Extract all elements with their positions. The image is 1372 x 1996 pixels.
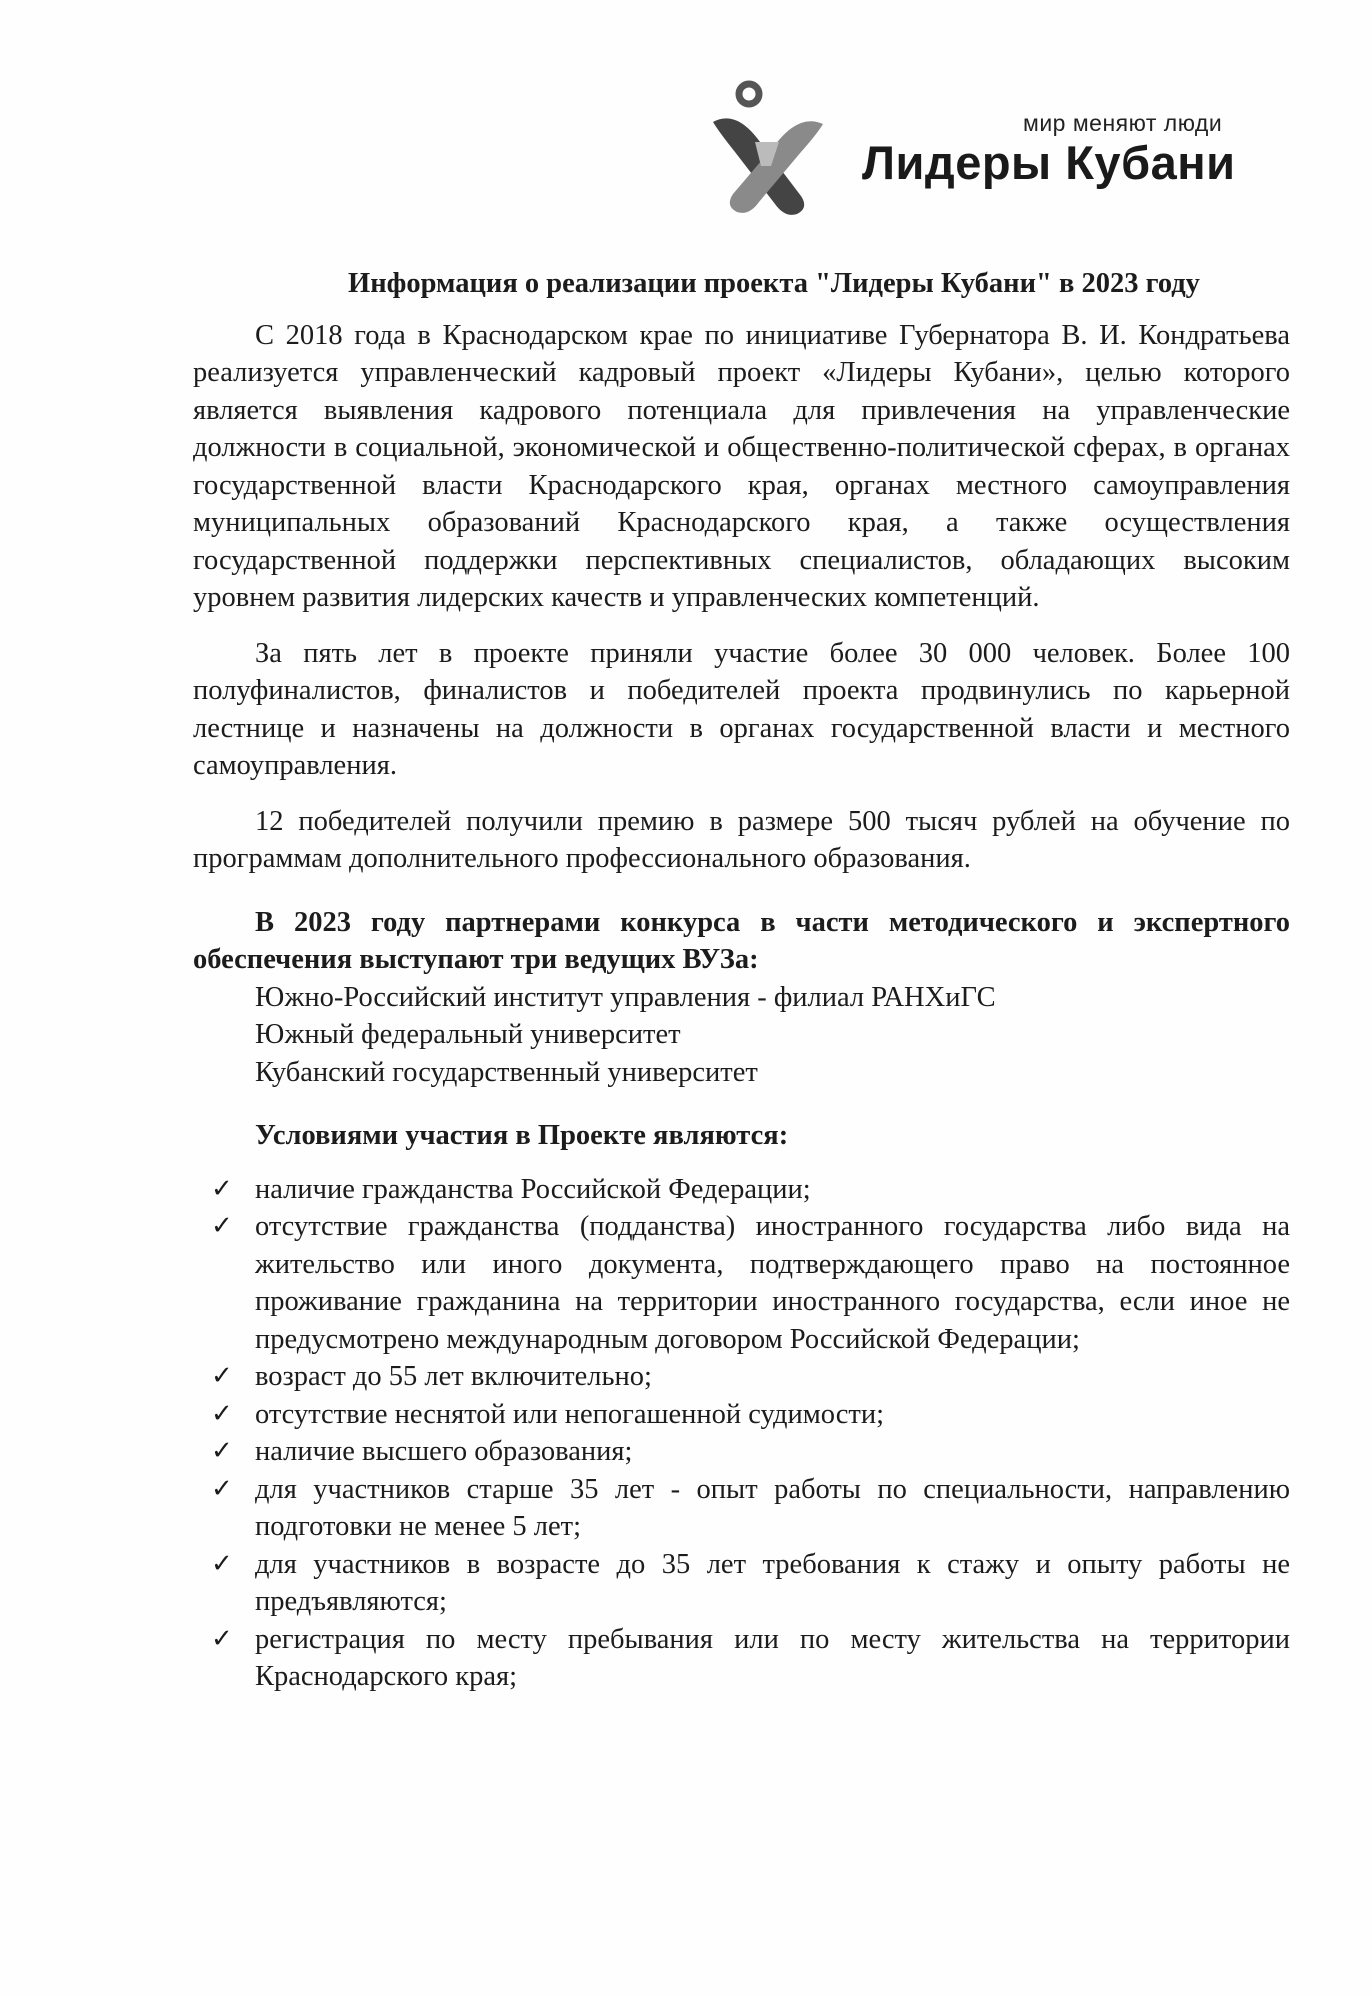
checkmark-icon: ✓ [211,1398,233,1429]
condition-item [193,1396,1290,1434]
checkmark-icon: ✓ [211,1173,233,1204]
condition-text: для участников старше 35 лет - опыт работы по специальности, направлению подготовки не менее 5 лет; [255,1473,1290,1542]
condition-item [193,1358,1290,1396]
partner-item: Южно-Российский институт управления - филиал РАНХиГС [255,981,996,1013]
condition-text: для участников в возрасте до 35 лет требования к стажу и опыту работы не предъявляются; [255,1548,1290,1617]
checkmark-icon: ✓ [211,1623,233,1654]
paragraph-intro: С 2018 года в Краснодарском крае по инициативе Губернатора В. И. Кондратьева реализуется управленческий кадровый проект «Лидеры Кубани», целью которого является выявления кадрового потенциала для привлечения на управленческие должности в социальной, экономической и общественно-политической сферах, в органах государственной власти Краснодарского края, органах местного самоуправления муниципальных образований Краснодарского края, а также осуществления государственной поддержки перспективных специалистов, обладающих высоким уровнем развития лидерских качеств и управленческих компетенций. [193,319,1290,613]
document-body [193,265,1290,1696]
partners-intro: В 2023 году партнерами конкурса в части методического и экспертного обеспечения выступают три ведущих ВУЗа: [193,906,1290,975]
condition-item [193,1546,1290,1621]
condition-item [193,1433,1290,1471]
condition-item [193,1208,1290,1358]
checkmark-icon: ✓ [211,1361,233,1391]
leaders-logo-icon [705,80,830,220]
checkmark-icon: ✓ [211,1436,233,1466]
condition-text: регистрация по месту пребывания или по месту жительства на территории Краснодарского края; [255,1623,1290,1692]
conditions-list [193,1171,1290,1696]
condition-text: наличие гражданства Российской Федерации; [255,1173,811,1205]
condition-text: отсутствие гражданства (подданства) иностранного государства либо вида на жительство или иного документа, подтверждающего право на постоянное проживание гражданина на территории иностранного государства, если иное не предусмотрено международным договором Российской Федерации; [255,1211,1290,1355]
condition-item [193,1471,1290,1546]
condition-text: наличие высшего образования; [255,1436,633,1467]
condition-item [193,1621,1290,1696]
checkmark-icon: ✓ [211,1211,233,1241]
logo-name: Лидеры Кубани [862,136,1236,189]
condition-item [193,1171,1290,1209]
partner-item: Южный федеральный университет [255,1019,681,1050]
checkmark-icon: ✓ [211,1548,233,1579]
condition-text: возраст до 55 лет включительно; [255,1361,652,1392]
partner-item: Кубанский государственный университет [255,1056,758,1088]
condition-text: отсутствие неснятой или непогашенной судимости; [255,1398,884,1430]
checkmark-icon: ✓ [211,1473,233,1504]
paragraph-winners: 12 победителей получили премию в размере 500 тысяч рублей на обучение по программам дополнительного профессионального образования. [193,805,1290,874]
partner-list [255,979,1290,1092]
document-title: Информация о реализации проекта "Лидеры Кубани" в 2023 году [348,268,1200,299]
logo-tagline: мир меняют люди [1023,110,1223,136]
conditions-heading: Условиями участия в Проекте являются: [255,1120,789,1151]
logo [705,80,1285,220]
paragraph-participants: За пять лет в проекте приняли участие более 30 000 человек. Более 100 полуфиналистов, финалистов и победителей проекта продвинулись по карьерной лестнице и назначены на должности в органах государственной власти и местного самоуправления. [193,637,1290,781]
